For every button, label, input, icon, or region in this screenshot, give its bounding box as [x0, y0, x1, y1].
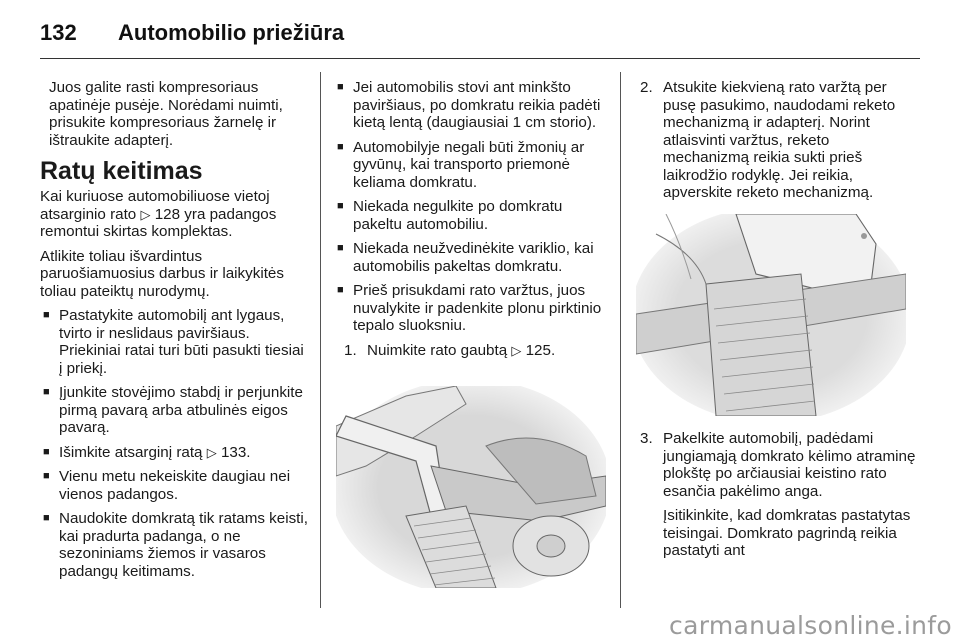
column-divider-2	[620, 72, 621, 608]
watermark: carmanualsonline.info	[669, 611, 952, 640]
wheel-cover-illustration	[336, 386, 606, 588]
step-3	[640, 430, 916, 560]
page-reference: 133.	[220, 443, 251, 461]
step-text-continued: Įsitikinkite, kad domkratas pastatytas teisingai. Domkrato pagrindą reikia pastatyti ant	[663, 507, 911, 559]
paragraph-spare-wheel	[40, 188, 308, 241]
page-reference: 125.	[525, 341, 556, 359]
list-item: ■ Įjunkite stovėjimo stabdį ir perjunkite pirmą pavarą arba atbulinės eigos pavarą.	[40, 384, 308, 437]
step-1	[344, 342, 606, 360]
list-item: ■ Jei automobilis stovi ant minkšto paviršiaus, po domkratu reikia padėti kietą lentą (daugiausiai 1 cm storio).	[334, 79, 606, 132]
page-number: 132	[40, 20, 77, 45]
list-item: ■ Pastatykite automobilį ant lygaus, tvirto ir neslidaus paviršiaus. Priekiniai ratai turi būti pasukti tiesiai į priekį.	[40, 307, 308, 377]
column-2	[334, 79, 606, 366]
wheel-bolts-illustration	[636, 214, 906, 416]
step-number: 3.	[640, 430, 653, 447]
step-text: Nuimkite rato gaubtą	[367, 341, 508, 359]
step-2	[640, 79, 916, 202]
page-reference: 128	[154, 205, 181, 223]
step-text: Atsukite kiekvieną rato varžtą per pusę pasukimo, naudodami reketo mechanizmą ir adapterį. Norint atlaisvinti varžtus, reketo mechanizmą reikia sukti prieš laikrodžio rodyklę. Jei reikia, apverskite reketo mechanizmą.	[663, 79, 896, 201]
section-title: Ratų keitimas	[40, 157, 203, 185]
list-item: ■ Naudokite domkratą tik ratams keisti, kai pradurta padanga, o ne sezoniniams žiemos ir vasaros padangų keitimams.	[40, 510, 308, 580]
list-item: ■ Niekada neužvedinėkite variklio, kai automobilis pakeltas domkratu.	[334, 240, 606, 275]
column-1	[40, 79, 308, 587]
list-item: ■ Niekada negulkite po domkratu pakeltu automobiliu.	[334, 198, 606, 233]
wheel-arch-drawing	[336, 386, 606, 588]
paragraph-preparation: Atlikite toliau išvardintus paruošiamuosius darbus ir laikykitės toliau pateiktų nurodymų.	[40, 247, 284, 300]
list-item	[40, 444, 308, 462]
list-item: ■ Prieš prisukdami rato varžtus, juos nuvalykite ir padenkite plonu pirktinio tepalo sluoksniu.	[334, 282, 606, 335]
step-number: 1.	[344, 341, 357, 359]
header-rule	[40, 58, 920, 59]
page-reference-arrow-icon: ▷	[511, 342, 522, 358]
column-divider-1	[320, 72, 321, 608]
page-reference-arrow-icon: ▷	[140, 206, 151, 222]
list-item-text: Išimkite atsarginį ratą	[59, 443, 203, 461]
list-item: ■ Vienu metu nekeiskite daugiau nei vienos padangos.	[40, 468, 308, 503]
page-reference-arrow-icon: ▷	[206, 444, 217, 460]
intro-paragraph: Juos galite rasti kompresoriaus apatinėje pusėje. Norėdami nuimti, prisukite kompresoriaus žarnelę ir ištraukite adapterį.	[49, 79, 283, 149]
step-text: Pakelkite automobilį, padėdami jungiamąją domkrato kėlimo atraminę plokštę po arčiausiai keistino rato esančia pakėlimo anga.	[663, 430, 916, 500]
bullet-list	[334, 79, 606, 335]
page-title: Automobilio priežiūra	[118, 20, 345, 45]
column-3-lower	[640, 430, 916, 567]
list-item: ■ Automobilyje negali būti žmonių ar gyvūnų, kai transporto priemonė keliama domkratu.	[334, 139, 606, 192]
step-number: 2.	[640, 79, 653, 96]
paragraph-text: yra padangos remontui skirtas komplektas.	[40, 205, 277, 240]
column-3	[640, 79, 916, 209]
paragraph-text: Kai kuriuose automobiliuose vietoj atsarginio rato	[40, 188, 270, 223]
page-header	[40, 14, 920, 54]
bullet-list	[40, 307, 308, 580]
wheel-tyre-drawing	[636, 214, 906, 416]
